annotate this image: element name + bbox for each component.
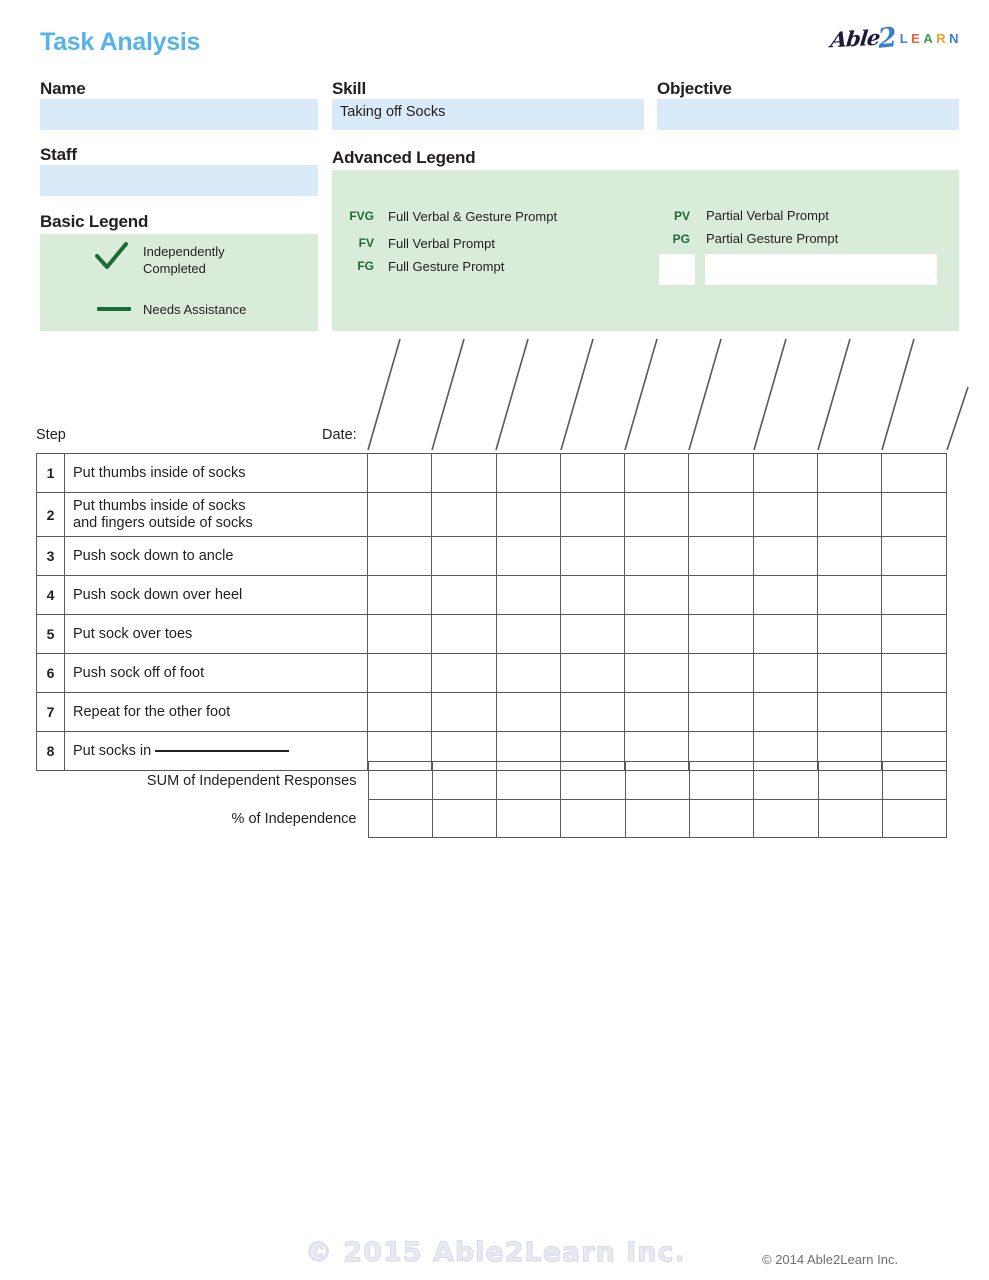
sum-cell[interactable] [368,762,432,800]
step-number: 1 [37,454,65,493]
score-cell[interactable] [560,654,624,693]
table-row [37,693,947,732]
score-cell[interactable] [625,654,689,693]
score-cell[interactable] [560,615,624,654]
logo-letter-a: A [923,30,934,46]
summary-table [36,761,947,838]
advanced-legend-code-pv: PV [673,209,690,223]
logo-letter-n: N [949,30,959,46]
step-column-header: Step [36,427,66,443]
date-column-diagonals [0,330,989,455]
score-cell[interactable] [689,454,753,493]
score-cell[interactable] [432,537,496,576]
task-steps-table [36,453,947,771]
advanced-legend-label-fg: Full Gesture Prompt [388,259,505,274]
score-cell[interactable] [496,493,560,537]
score-cell[interactable] [432,454,496,493]
sum-independent-label: SUM of Independent Responses [146,772,357,789]
score-cell[interactable] [496,693,560,732]
score-cell[interactable] [368,493,432,537]
step-number: 4 [37,576,65,615]
score-cell[interactable] [818,576,882,615]
score-cell[interactable] [689,576,753,615]
staff-input[interactable] [40,165,318,196]
dash-icon [97,307,131,311]
page-title: Task Analysis [40,28,201,56]
score-cell[interactable] [625,693,689,732]
objective-input[interactable] [657,99,959,130]
sum-cell[interactable] [497,762,561,800]
copyright-watermark: © 2015 Able2Learn Inc. [305,1237,686,1268]
score-cell[interactable] [689,693,753,732]
score-cell[interactable] [496,654,560,693]
score-cell[interactable] [625,537,689,576]
score-cell[interactable] [625,576,689,615]
percent-cell[interactable] [818,800,882,838]
score-cell[interactable] [818,615,882,654]
score-cell[interactable] [818,654,882,693]
score-cell[interactable] [689,615,753,654]
sum-cell[interactable] [432,762,496,800]
score-cell[interactable] [689,493,753,537]
score-cell[interactable] [753,693,817,732]
logo-able-text: Able [829,24,881,52]
sum-cell[interactable] [882,762,946,800]
score-cell[interactable] [368,537,432,576]
score-cell[interactable] [625,493,689,537]
sum-cell[interactable] [818,762,882,800]
score-cell[interactable] [753,654,817,693]
score-cell[interactable] [368,693,432,732]
advanced-legend-label-pg: Partial Gesture Prompt [706,231,839,246]
step-number: 6 [37,654,65,693]
advanced-legend-custom-code-input[interactable] [659,254,695,285]
advanced-legend-label-pv: Partial Verbal Prompt [706,208,829,223]
skill-label: Skill [332,79,366,98]
table-row [37,654,947,693]
score-cell[interactable] [882,693,946,732]
percent-cell[interactable] [497,800,561,838]
summary-row-sum [36,762,947,800]
score-cell[interactable] [496,454,560,493]
score-cell[interactable] [432,654,496,693]
percent-cell[interactable] [882,800,946,838]
advanced-legend-code-fv: FV [358,236,374,250]
score-cell[interactable] [882,576,946,615]
score-cell[interactable] [432,615,496,654]
sum-cell[interactable] [625,762,689,800]
step-number: 7 [37,693,65,732]
score-cell[interactable] [689,537,753,576]
logo-letter-l: L [899,30,909,46]
percent-cell[interactable] [561,800,625,838]
step-description-line1: Put thumbs inside of socks [73,497,246,514]
percent-cell[interactable] [432,800,496,838]
score-cell[interactable] [560,493,624,537]
advanced-legend-code-pg: PG [672,232,690,246]
summary-row-percent [36,800,947,838]
logo-two-text: 2 [876,21,899,55]
step-description: Push sock down to ancle [65,537,368,576]
advanced-legend-label-fvg: Full Verbal & Gesture Prompt [388,209,558,224]
table-row [37,615,947,654]
step-description-text: Put socks in [73,742,152,759]
score-cell[interactable] [689,654,753,693]
score-cell[interactable] [368,615,432,654]
score-cell[interactable] [818,493,882,537]
sum-cell[interactable] [754,762,818,800]
score-cell[interactable] [753,615,817,654]
score-cell[interactable] [496,615,560,654]
basic-legend-item-1-label [143,243,293,277]
step-description: Repeat for the other foot [65,693,368,732]
step-description: Put thumbs inside of socks [65,454,368,493]
score-cell[interactable] [753,493,817,537]
fill-in-blank-line[interactable] [155,750,289,752]
percent-cell[interactable] [689,800,753,838]
score-cell[interactable] [882,493,946,537]
table-row [37,576,947,615]
score-cell[interactable] [625,454,689,493]
advanced-legend-title: Advanced Legend [332,148,476,167]
able2learn-logo [831,22,959,54]
score-cell[interactable] [625,615,689,654]
score-cell[interactable] [818,693,882,732]
percent-cell[interactable] [625,800,689,838]
score-cell[interactable] [882,454,946,493]
basic-legend-item-1-line1: Independently [143,244,225,259]
advanced-legend-label-fv: Full Verbal Prompt [388,236,495,251]
step-number: 5 [37,615,65,654]
logo-learn-letters [900,31,959,46]
percent-independence-label: % of Independence [231,810,357,827]
score-cell[interactable] [753,537,817,576]
score-cell[interactable] [560,576,624,615]
logo-letter-r: R [936,30,947,46]
score-cell[interactable] [818,537,882,576]
score-cell[interactable] [496,537,560,576]
basic-legend-title: Basic Legend [40,212,149,231]
score-cell[interactable] [432,693,496,732]
checkmark-icon [95,242,129,272]
name-label: Name [40,79,86,98]
score-cell[interactable] [882,654,946,693]
step-description-line2: and fingers outside of socks [73,514,253,531]
step-description [65,493,368,537]
score-cell[interactable] [882,537,946,576]
logo-letter-e: E [911,30,921,46]
sum-cell[interactable] [689,762,753,800]
date-column-header: Date: [322,427,357,443]
score-cell[interactable] [368,576,432,615]
score-cell[interactable] [560,454,624,493]
skill-input[interactable]: Taking off Socks [332,99,644,130]
score-cell[interactable] [818,454,882,493]
score-cell[interactable] [432,576,496,615]
step-number: 3 [37,537,65,576]
percent-cell[interactable] [754,800,818,838]
table-row [37,537,947,576]
score-cell[interactable] [753,576,817,615]
name-input[interactable] [40,99,318,130]
objective-label: Objective [657,79,732,98]
step-description: Push sock down over heel [65,576,368,615]
table-row [37,454,947,493]
score-cell[interactable] [432,493,496,537]
score-cell[interactable] [496,576,560,615]
staff-label: Staff [40,145,77,164]
advanced-legend-code-fg: FG [357,259,374,273]
advanced-legend-code-fvg: FVG [349,209,374,223]
score-cell[interactable] [882,615,946,654]
sum-cell[interactable] [561,762,625,800]
step-number: 8 [37,732,65,771]
step-description: Put sock over toes [65,615,368,654]
percent-cell[interactable] [368,800,432,838]
score-cell[interactable] [368,454,432,493]
advanced-legend-custom-label-input[interactable] [705,254,937,285]
copyright-notice: © 2014 Able2Learn Inc. [762,1252,899,1267]
step-number: 2 [37,493,65,537]
basic-legend-item-2-label: Needs Assistance [143,302,247,317]
basic-legend-item-1-line2: Completed [143,261,206,276]
step-description: Push sock off of foot [65,654,368,693]
table-row [37,493,947,537]
score-cell[interactable] [560,693,624,732]
score-cell[interactable] [753,454,817,493]
score-cell[interactable] [368,654,432,693]
score-cell[interactable] [560,537,624,576]
